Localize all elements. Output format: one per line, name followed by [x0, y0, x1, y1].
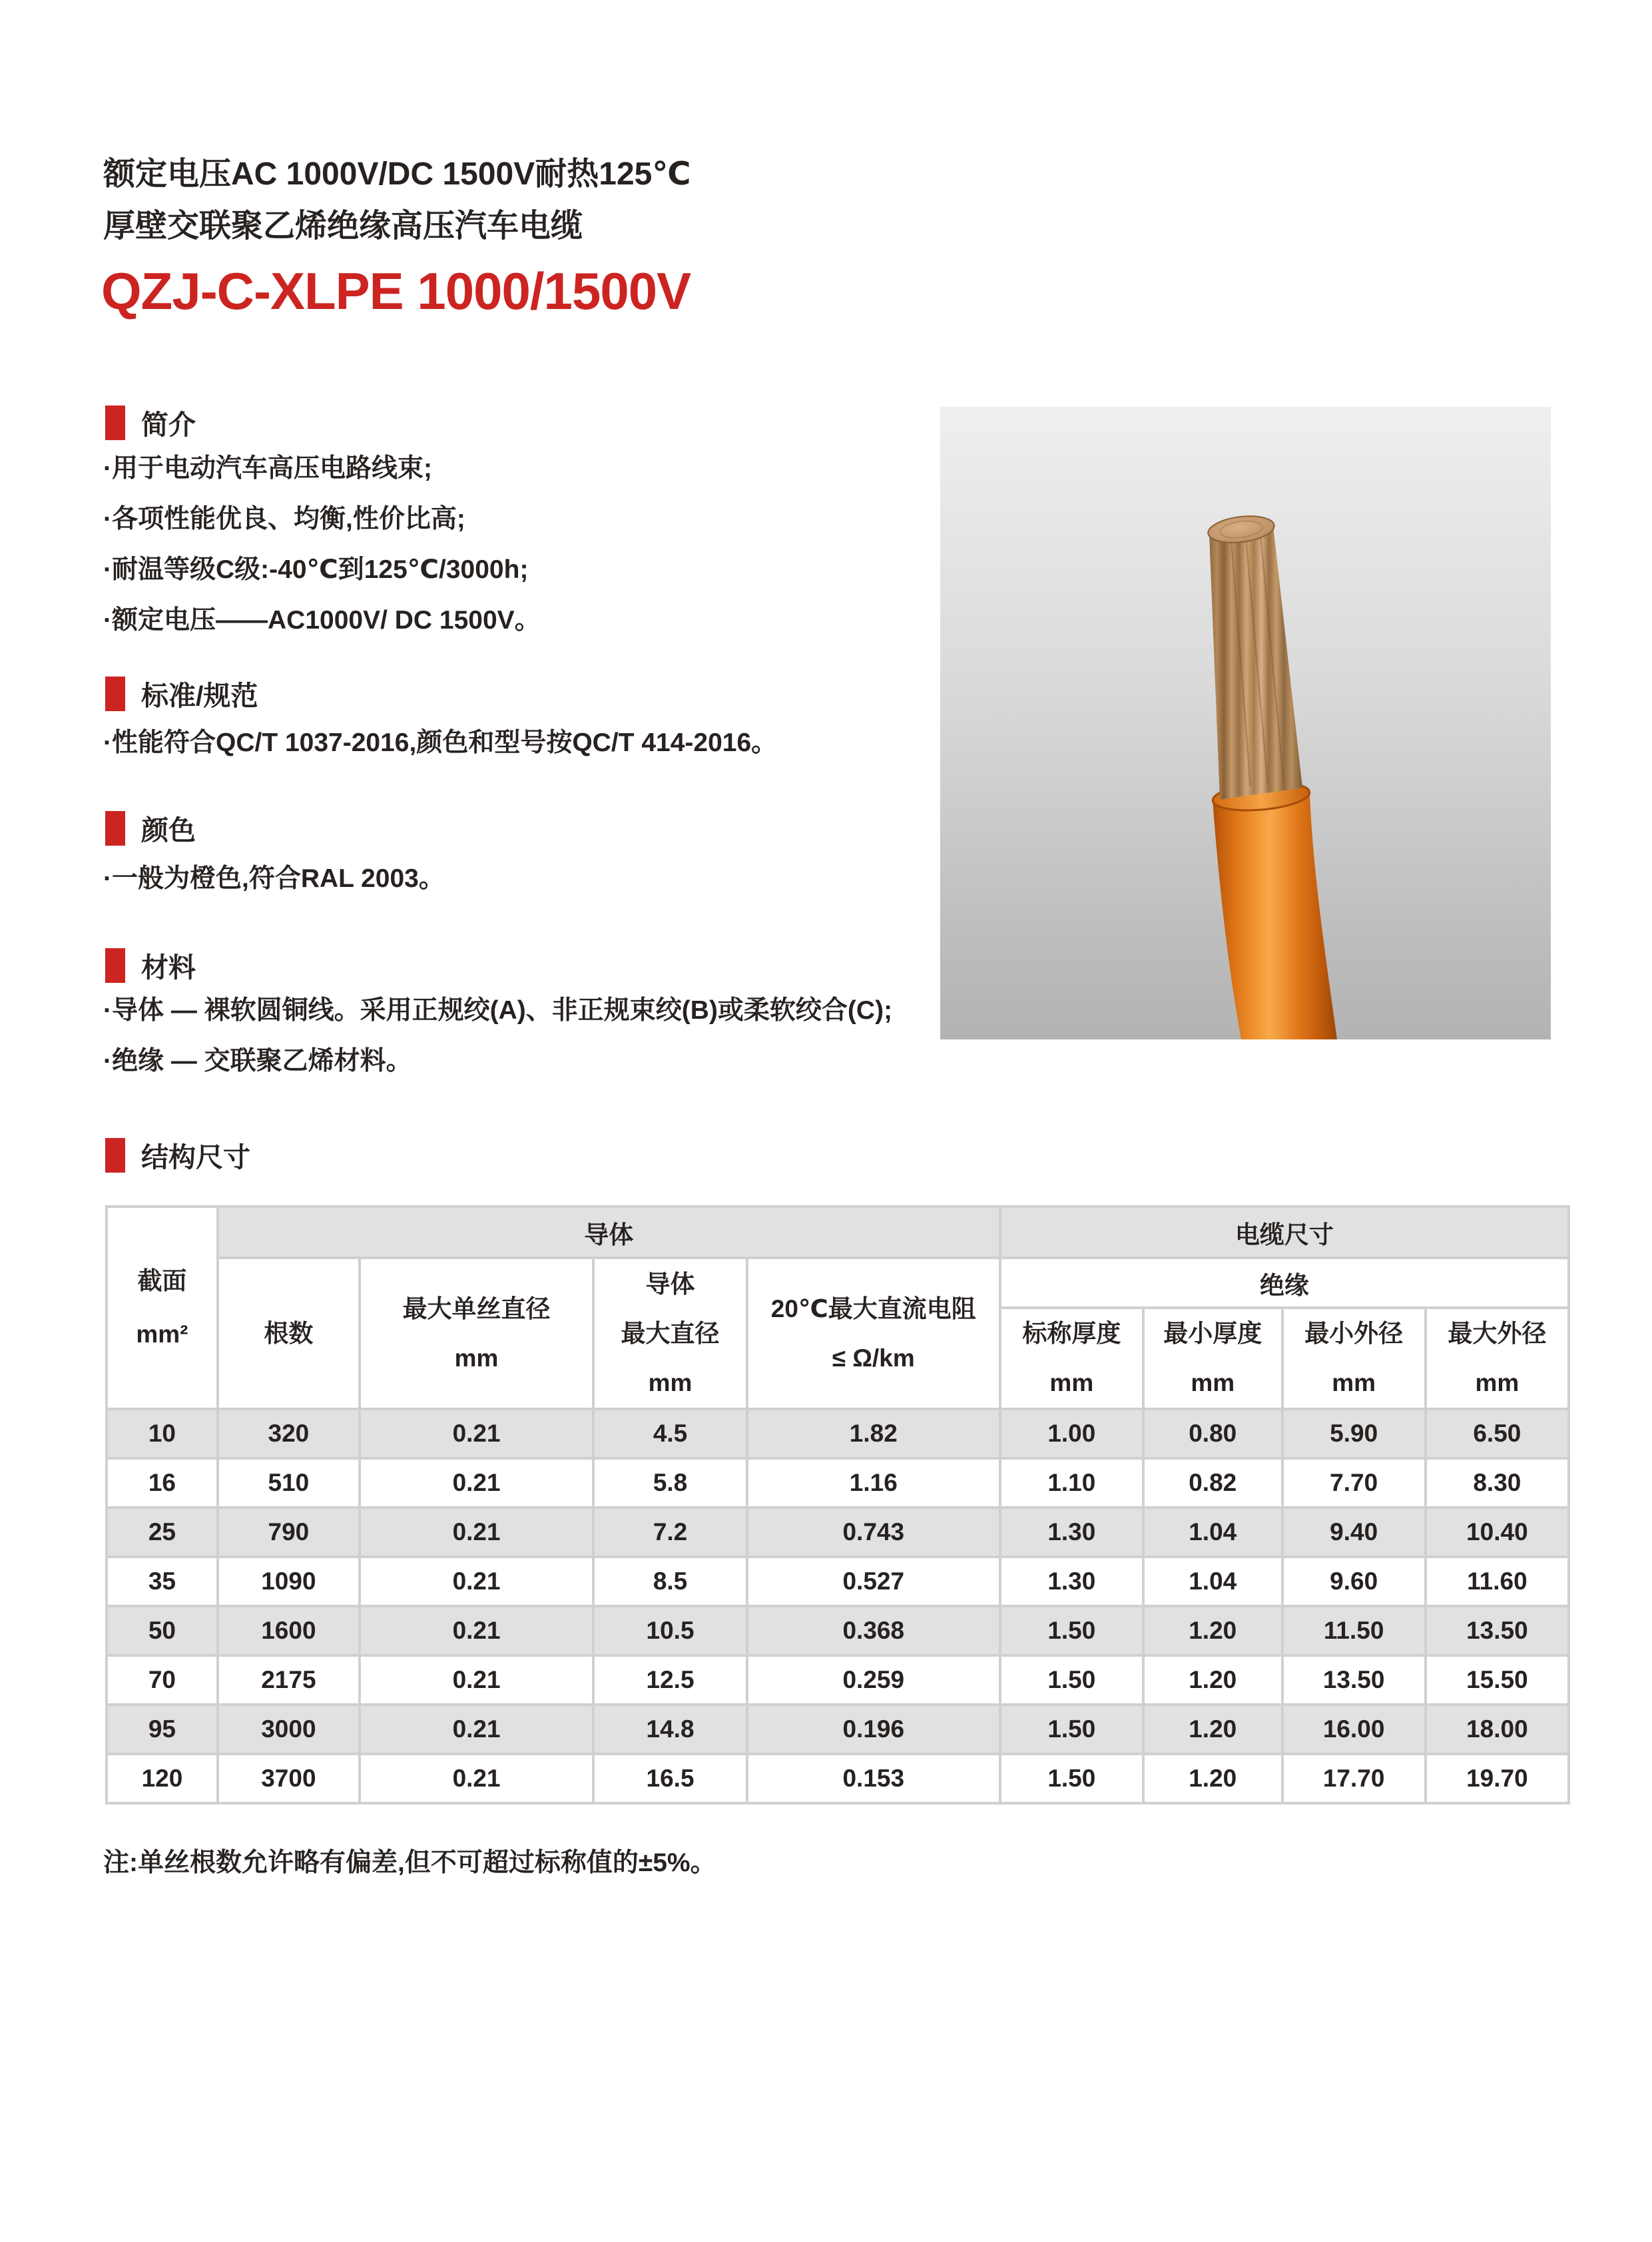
section-heading-standards [105, 674, 258, 713]
header-text: 最大外径 [1448, 1320, 1547, 1347]
table-cell: 11.50 [1282, 1606, 1426, 1655]
table-cell: 0.368 [747, 1606, 1000, 1655]
header-text: 截面 [137, 1267, 187, 1294]
table-cell: 16 [107, 1458, 218, 1508]
table-cell: 0.21 [360, 1458, 593, 1508]
table-cell: 1600 [218, 1606, 360, 1655]
table-row [107, 1705, 1569, 1754]
bullet-line: ·额定电压——AC1000V/ DC 1500V。 [103, 606, 541, 635]
page-title-line1: 额定电压AC 1000V/DC 1500V耐热125℃ [103, 156, 691, 192]
group-header-conductor: 导体 [218, 1207, 1000, 1258]
header-cell-conductor-max-diameter [593, 1258, 747, 1409]
table-cell: 25 [107, 1508, 218, 1557]
red-bar-icon [105, 811, 125, 846]
table-cell: 1.50 [1000, 1655, 1143, 1705]
header-text: mm [648, 1368, 692, 1396]
table-cell: 13.50 [1282, 1655, 1426, 1705]
header-cell-min-outer-diameter [1282, 1308, 1426, 1409]
table-cell: 0.21 [360, 1655, 593, 1705]
table-cell: 1.30 [1000, 1508, 1143, 1557]
table-cell: 1.04 [1143, 1508, 1282, 1557]
table-cell: 4.5 [593, 1409, 747, 1458]
header-text: mm [454, 1344, 499, 1372]
bullet-line: ·导体 — 裸软圆铜线。采用正规绞(A)、非正规束绞(B)或柔软绞合(C); [103, 996, 893, 1025]
table-cell: 510 [218, 1458, 360, 1508]
bullet-line: ·耐温等级C级:-40℃到125℃/3000h; [103, 555, 529, 584]
group-header-insulation: 绝缘 [1000, 1258, 1569, 1308]
table-cell: 0.259 [747, 1655, 1000, 1705]
table-cell: 1.50 [1000, 1606, 1143, 1655]
table-cell: 1.00 [1000, 1409, 1143, 1458]
bullet-line: ·绝缘 — 交联聚乙烯材料。 [103, 1047, 412, 1075]
table-cell: 10.5 [593, 1606, 747, 1655]
table-row [107, 1754, 1569, 1803]
table-cell: 10 [107, 1409, 218, 1458]
table-cell: 1.10 [1000, 1458, 1143, 1508]
table-cell: 13.50 [1426, 1606, 1569, 1655]
table-cell: 6.50 [1426, 1409, 1569, 1458]
header-text: ≤ Ω/km [832, 1344, 915, 1372]
table-cell: 1.20 [1143, 1655, 1282, 1705]
table-footnote: 注:单丝根数允许略有偏差,但不可超过标称值的±5%。 [103, 1848, 716, 1877]
intro-bullets [103, 443, 541, 646]
color-bullets [103, 854, 445, 904]
table-cell: 8.5 [593, 1557, 747, 1606]
header-cell-max-outer-diameter [1426, 1308, 1569, 1409]
table-cell: 3000 [218, 1705, 360, 1754]
table-cell: 0.196 [747, 1705, 1000, 1754]
table-cell: 0.21 [360, 1705, 593, 1754]
table-cell: 1.30 [1000, 1557, 1143, 1606]
cable-product-photo [940, 407, 1551, 1039]
section-heading-intro [105, 403, 196, 442]
table-cell: 0.527 [747, 1557, 1000, 1606]
table-cell: 0.21 [360, 1606, 593, 1655]
section-label: 结构尺寸 [141, 1142, 250, 1173]
header-cell-section-area [107, 1207, 218, 1409]
table-cell: 16.00 [1282, 1705, 1426, 1754]
header-cell-min-thickness [1143, 1308, 1282, 1409]
header-cell-max-wire-diameter [360, 1258, 593, 1409]
table-cell: 18.00 [1426, 1705, 1569, 1754]
table-cell: 790 [218, 1508, 360, 1557]
section-label: 简介 [141, 410, 196, 440]
header-text: mm [1049, 1369, 1094, 1396]
cable-photo-illustration [940, 407, 1551, 1039]
header-text: 标称厚度 [1022, 1320, 1121, 1347]
table-cell: 1.16 [747, 1458, 1000, 1508]
table-cell: 7.2 [593, 1508, 747, 1557]
table-cell: 1.20 [1143, 1754, 1282, 1803]
section-heading-color [105, 808, 196, 848]
section-label: 颜色 [141, 815, 196, 846]
header-text: mm [1332, 1369, 1376, 1396]
header-text: 导体 [645, 1270, 695, 1298]
table-cell: 2175 [218, 1655, 360, 1705]
table-cell: 320 [218, 1409, 360, 1458]
table-cell: 10.40 [1426, 1508, 1569, 1557]
table-cell: 1.20 [1143, 1705, 1282, 1754]
table-cell: 50 [107, 1606, 218, 1655]
table-cell: 0.21 [360, 1409, 593, 1458]
table-cell: 0.21 [360, 1557, 593, 1606]
table-cell: 1.20 [1143, 1606, 1282, 1655]
table-cell: 9.40 [1282, 1508, 1426, 1557]
table-cell: 0.153 [747, 1754, 1000, 1803]
table-cell: 0.82 [1143, 1458, 1282, 1508]
table-cell: 120 [107, 1754, 218, 1803]
table-cell: 35 [107, 1557, 218, 1606]
bullet-line: ·用于电动汽车高压电路线束; [103, 454, 432, 483]
section-heading-structure [105, 1135, 250, 1175]
material-bullets [103, 985, 892, 1087]
table-cell: 1.82 [747, 1409, 1000, 1458]
header-text: 20℃最大直流电阻 [770, 1294, 976, 1322]
header-text: 最大直径 [621, 1319, 720, 1347]
table-cell: 8.30 [1426, 1458, 1569, 1508]
header-text: 最大单丝直径 [402, 1294, 551, 1322]
group-header-cable-size: 电缆尺寸 [1000, 1207, 1569, 1258]
header-text: 最小外径 [1304, 1320, 1404, 1347]
section-heading-material [105, 946, 196, 985]
section-label: 材料 [141, 952, 196, 983]
header-cell-dc-resistance [747, 1258, 1000, 1409]
bullet-line: ·各项性能优良、均衡,性价比高; [103, 505, 465, 533]
red-bar-icon [105, 677, 125, 711]
bullet-line: ·一般为橙色,符合RAL 2003。 [103, 864, 445, 893]
table-cell: 9.60 [1282, 1557, 1426, 1606]
header-text: mm [1475, 1369, 1519, 1396]
standards-bullets [103, 718, 777, 768]
red-bar-icon [105, 948, 125, 983]
table-row [107, 1508, 1569, 1557]
table-cell: 1090 [218, 1557, 360, 1606]
table-row [107, 1655, 1569, 1705]
table-row [107, 1409, 1569, 1458]
table-cell: 5.90 [1282, 1409, 1426, 1458]
table-row [107, 1606, 1569, 1655]
header-text: 根数 [264, 1319, 314, 1347]
table-cell: 1.50 [1000, 1705, 1143, 1754]
red-bar-icon [105, 406, 125, 440]
table-row [107, 1458, 1569, 1508]
table-cell: 95 [107, 1705, 218, 1754]
page-title-line2: 厚壁交联聚乙烯绝缘高压汽车电缆 [103, 208, 583, 244]
table-cell: 16.5 [593, 1754, 747, 1803]
table-cell: 14.8 [593, 1705, 747, 1754]
table-cell: 5.8 [593, 1458, 747, 1508]
table-cell: 12.5 [593, 1655, 747, 1705]
table-cell: 70 [107, 1655, 218, 1705]
header-cell-strand-count [218, 1258, 360, 1409]
header-text: mm [1191, 1369, 1235, 1396]
table-cell: 0.21 [360, 1754, 593, 1803]
structure-dimensions-table [105, 1205, 1570, 1805]
table-cell: 0.21 [360, 1508, 593, 1557]
header-cell-nominal-thickness [1000, 1308, 1143, 1409]
table-cell: 1.04 [1143, 1557, 1282, 1606]
section-label: 标准/规范 [141, 681, 258, 711]
table-cell: 17.70 [1282, 1754, 1426, 1803]
table-cell: 0.743 [747, 1508, 1000, 1557]
header-text: mm² [136, 1320, 188, 1348]
table-cell: 19.70 [1426, 1754, 1569, 1803]
red-bar-icon [105, 1138, 125, 1173]
header-text: 最小厚度 [1163, 1320, 1262, 1347]
table-row [107, 1557, 1569, 1606]
table-cell: 3700 [218, 1754, 360, 1803]
table-cell: 1.50 [1000, 1754, 1143, 1803]
table-cell: 0.80 [1143, 1409, 1282, 1458]
table-cell: 15.50 [1426, 1655, 1569, 1705]
product-model: QZJ-C-XLPE 1000/1500V [101, 262, 691, 320]
table-cell: 7.70 [1282, 1458, 1426, 1508]
bullet-line: ·性能符合QC/T 1037-2016,颜色和型号按QC/T 414-2016。 [103, 728, 778, 757]
table-cell: 11.60 [1426, 1557, 1569, 1606]
